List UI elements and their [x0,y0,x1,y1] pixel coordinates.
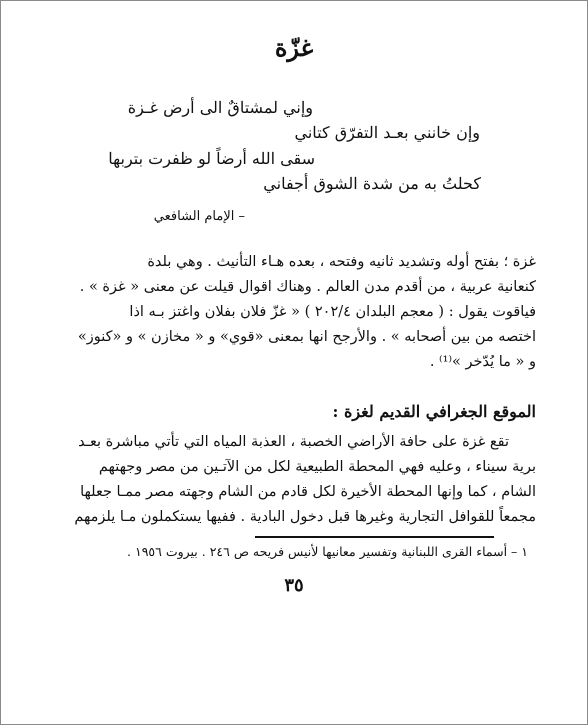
paragraph-line: الشام ، كما وإنها المحطة الأخيرة لكل قادم من الشام وجهته مصر ممـا جعلها [80,484,536,500]
paragraph-line: تقع غزة على حافة الأراضي الخصبة ، العذبة المياه التي تأتي مباشرة بعـد [78,434,509,450]
footnote-rule [255,536,494,538]
paragraph-line: اختصه من بين أصحابه » . والأرجح انها بمعنى «قوي» و « مخازن » و «كنوز» [77,329,536,345]
poem-line: وإن خانني بعـد التفرّق كتاني [294,123,480,142]
poem-line: وإني لمشتاقٌ الى أرض غـزة [127,98,313,117]
poem-attribution: – الإمام الشافعي [153,209,245,224]
section-heading: الموقع الجغرافي القديم لغزة : [332,402,536,421]
poem-line: سقى الله أرضاً لو ظفرت بتربها [108,149,315,168]
page-number: ٣٥ [284,575,304,596]
paragraph-line: فياقوت يقول : ( معجم البلدان ٢٠٢/٤ ) « غزّ فلان بفلان واغتز بـه اذا [129,304,536,320]
paragraph-line: مجمعاً للقوافل التجارية وغيرها قبل دخول البادية . ففيها يستكملون مـا يلزمهم [74,509,536,525]
poem-line: كحلتُ به من شدة الشوق أجفاني [263,174,481,193]
footnote: ١ – أسماء القرى اللبنانية وتفسير معانيها لأنيس فريحه ص ٢٤٦ . بيروت ١٩٥٦ . [127,544,528,559]
page-title: غزّة [274,33,314,62]
paragraph-line: كنعانية عربية ، من أقدم مدن العالم . وهناك اقوال قيلت عن معنى « غزة » . [79,279,536,295]
paragraph-line: برية سيناء ، وعليه فهي المحطة الطبيعية لكل من الآتـين من مصر وجهتهم [98,459,536,475]
paragraph-line: غزة ؛ بفتح أوله وتشديد ثانيه وفتحه ، بعده هـاء التأنيث . وهي بلدة [147,254,536,270]
paragraph-line: و « ما يُدّخر »⁽¹⁾ . [429,354,536,370]
